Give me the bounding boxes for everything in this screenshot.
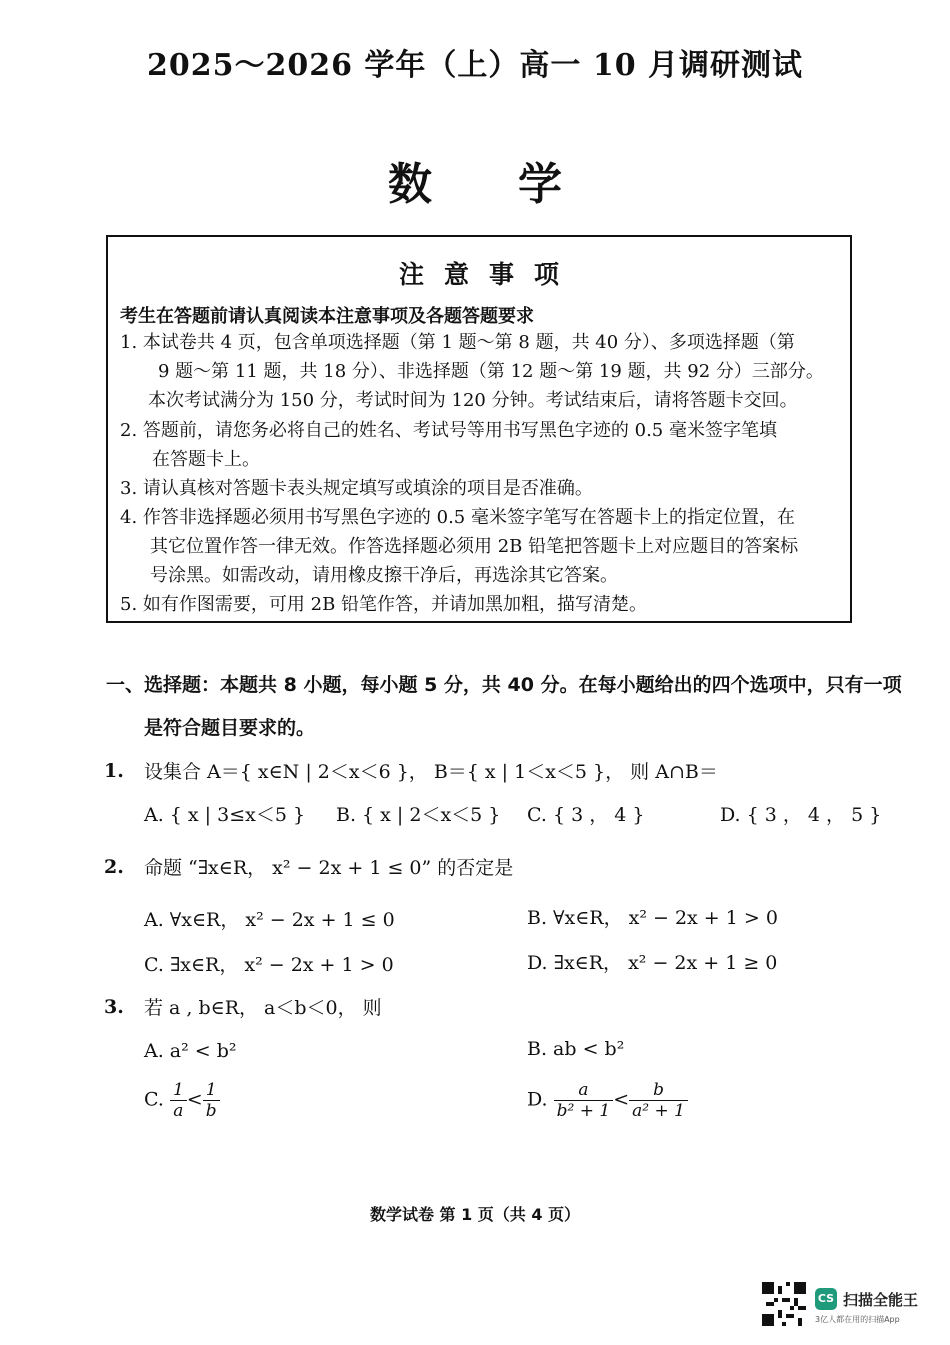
option-d: D. ∃x∈R， x² − 2x + 1 ≥ 0 — [527, 952, 778, 974]
option-a: A. ∀x∈R， x² − 2x + 1 ≤ 0 — [144, 909, 395, 931]
qr-code-icon — [762, 1282, 806, 1326]
option-c: C. ∃x∈R， x² − 2x + 1 > 0 — [144, 954, 394, 976]
exam-title: 2025～2026 学年（上）高一 10 月调研测试 — [146, 48, 804, 83]
question-text: 设集合 A＝{ x∈N | 2＜x＜6 }， B＝{ x | 1＜x＜5 }， 则 A∩B＝ — [144, 761, 718, 783]
page-footer: 数学试卷 第 1 页（共 4 页） — [369, 1205, 581, 1224]
notice-line: 本次考试满分为 150 分，考试时间为 120 分钟。考试结束后，请将答题卡交回。 — [148, 390, 798, 411]
option-c: C. { 3 ， 4 } — [527, 804, 645, 826]
notice-line: 在答题卡上。 — [152, 449, 260, 470]
option-d: D. { 3 ， 4 ， 5 } — [720, 804, 882, 826]
notice-line: 4. 作答非选择题必须用书写黑色字迹的 0.5 毫米签字笔写在答题卡上的指定位置，在 — [120, 507, 795, 528]
option-b: B. ∀x∈R， x² − 2x + 1 > 0 — [527, 907, 778, 929]
notice-intro: 考生在答题前请认真阅读本注意事项及各题答题要求 — [120, 306, 534, 327]
question-number: 1. — [104, 760, 124, 782]
option-a: A. a² < b² — [144, 1040, 237, 1062]
notice-line: 号涂黑。如需改动，请用橡皮擦干净后，再选涂其它答案。 — [150, 565, 618, 586]
section-heading: 一、选择题：本题共 8 小题，每小题 5 分，共 40 分。在每小题给出的四个选项中，只有一项 — [106, 674, 902, 696]
option-label: D. — [527, 1088, 548, 1111]
option-b: B. ab < b² — [527, 1038, 625, 1060]
scanner-logo-icon: CS — [815, 1288, 837, 1310]
notice-line: 9 题～第 11 题，共 18 分）、非选择题（第 12 题～第 19 题，共 92 分）三部分。 — [158, 361, 824, 382]
notice-title: 注意事项 — [398, 260, 579, 289]
notice-line: 其它位置作答一律无效。作答选择题必须用 2B 铅笔把答题卡上对应题目的答案标 — [150, 536, 799, 557]
option-d — [527, 1080, 688, 1121]
notice-line: 1. 本试卷共 4 页，包含单项选择题（第 1 题～第 8 题，共 40 分）、多项选择题（第 — [120, 332, 795, 353]
question-text: 命题 “∃x∈R， x² − 2x + 1 ≤ 0” 的否定是 — [144, 857, 514, 879]
question-text: 若 a , b∈R， a＜b＜0， 则 — [144, 997, 382, 1019]
option-label: C. — [144, 1088, 164, 1111]
scanner-app-name: 扫描全能王 — [843, 1291, 919, 1309]
question-number: 3. — [104, 996, 124, 1018]
notice-line: 2. 答题前，请您务必将自己的姓名、考试号等用书写黑色字迹的 0.5 毫米签字笔填 — [120, 420, 777, 441]
less-than: < — [613, 1088, 630, 1111]
fraction: $\frac{1}{b}$ — [203, 1080, 220, 1121]
less-than: < — [186, 1088, 203, 1111]
section-heading-cont: 是符合题目要求的。 — [144, 717, 316, 739]
option-c — [144, 1080, 220, 1121]
fraction: $\frac{1}{a}$ — [170, 1080, 187, 1121]
notice-line: 5. 如有作图需要，可用 2B 铅笔作答，并请加黑加粗，描写清楚。 — [120, 594, 648, 615]
fraction: $\frac{b}{\text{a² + 1}}$ — [629, 1080, 688, 1121]
scanner-tagline: 3亿人都在用的扫描App — [815, 1315, 900, 1324]
notice-line: 3. 请认真核对答题卡表头规定填写或填涂的项目是否准确。 — [120, 478, 593, 499]
fraction: $\frac{a}{\text{b² + 1}}$ — [554, 1080, 614, 1121]
subject-title: 数学 — [388, 159, 648, 210]
option-b: B. { x | 2＜x＜5 } — [336, 804, 501, 826]
question-number: 2. — [104, 856, 124, 878]
option-a: A. { x | 3≤x＜5 } — [144, 804, 306, 826]
